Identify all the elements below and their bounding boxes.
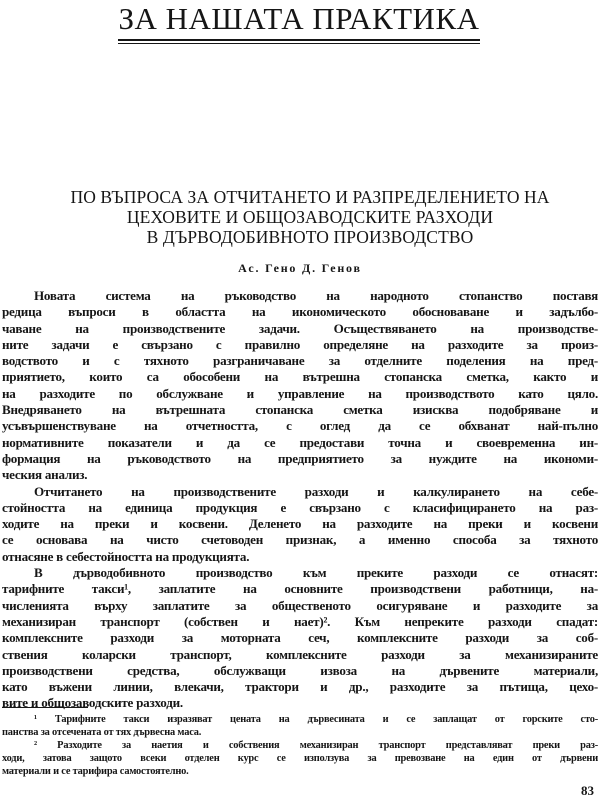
text-line: се основава на чисто счетоводен признак, а именно способа за тяхното [2, 532, 598, 548]
section-header-title: ЗА НАШАТА ПРАКТИКА [118, 1, 480, 36]
footnote [2, 739, 598, 778]
text-line: чаване на производствените задачи. Осъществяването на производстве- [2, 320, 598, 336]
body-paragraph [2, 565, 598, 712]
text-line: като въжени линии, влекачи, трактори и др., разходите за пътища, цехо- [2, 679, 598, 695]
text-line: приятието, които са обособени на вътрешна стопанска сметка, както и [2, 369, 598, 385]
text-line: усъвършенствуване на отчетността, с оглед да се обхванат най-пълно [2, 418, 598, 434]
footnote-separator [2, 707, 88, 708]
text-line: нормативните показатели и да се предостави точна и своевременна ин- [2, 434, 598, 450]
footnote-line: ходи, затова защото всеки отделен курс се използува за превозване на един от дървени [2, 753, 598, 764]
footnote-line: ¹ Тарифните такси изразяват цената на дървесината и се заплащат от горските сто- [34, 714, 598, 725]
header-rule-thin [118, 43, 480, 44]
text-line: стойността на единица продукция е свързано с класифицирането на раз- [2, 499, 598, 515]
section-header [118, 2, 480, 46]
text-line: на разходите по обслужване и управление на производството като цяло. [2, 385, 598, 401]
footnotes [2, 713, 598, 778]
article-title-line: ЦЕХОВИТЕ И ОБЩОЗАВОДСКИТЕ РАЗХОДИ [126, 207, 494, 227]
text-line: Отчитането на производствените разходи и калкулирането на себе- [34, 483, 598, 499]
text-line: вите и общозаводските разходи. [2, 695, 183, 711]
text-line: Новата система на ръководство на народното стопанство поставя [34, 288, 598, 303]
text-line: формация на ръководството на предприятието за нуждите на икономи- [2, 450, 598, 466]
footnote-line: ² Разходите за наетия и собствения механизиран транспорт представляват преки раз- [34, 740, 598, 751]
body-paragraph [2, 484, 598, 565]
body-paragraph [2, 288, 598, 484]
text-line: ческия анализ. [2, 467, 88, 483]
article-author: Ас. Гено Д. Генов [238, 261, 362, 275]
footnote-line: материали и се тарифира самостоятелно. [2, 766, 189, 777]
text-line: механизиран транспорт (собствен и нает)². Към непреките разходи спадат: [2, 613, 598, 629]
page-number: 83 [581, 783, 594, 798]
article-body [2, 288, 598, 712]
text-line: ните задачи е свързано с правилно определяне на разходите за произ- [2, 336, 598, 352]
header-rule-thick [118, 39, 480, 41]
text-line: Внедряването на вътрешната стопанска сметка изисква подобряване и [2, 402, 598, 418]
footnote [2, 713, 598, 739]
article-title-line: ПО ВЪПРОСА ЗА ОТЧИТАНЕТО И РАЗПРЕДЕЛЕНИЕТО НА [70, 187, 550, 207]
text-line: ходите на преки и косвени. Деленето на разходите на преки и косвени [2, 516, 598, 532]
text-line: отнасяне в себестойността на продукцията. [2, 548, 250, 564]
article-title [40, 187, 580, 247]
text-line: производствени средства, обслужващи извоза на дървените материали, [2, 662, 598, 678]
footnote-line: панства за отсечената от тях дървесна маса. [2, 727, 202, 738]
text-line: редица въпроси в областта на икономическото обосноваване и задълбо- [2, 304, 598, 320]
text-line: В дърводобивното производство към преките разходи се отнасят: [34, 565, 598, 581]
text-line: ствения коларски транспорт, комплексните разходи за механизираните [2, 646, 598, 662]
text-line: водството и с тяхното разграничаване за отделните поделения на пред- [2, 353, 598, 369]
text-line: тарифните такси¹, заплатите на основните производствени работници, на- [2, 581, 598, 597]
text-line: комплексните разходи за моторната сеч, комплексните разходи за соб- [2, 630, 598, 646]
text-line: численията върху заплатите за общественото осигуряване и разходите за [2, 597, 598, 613]
article-title-line: В ДЪРВОДОБИВНОТО ПРОИЗВОДСТВО [146, 227, 474, 247]
